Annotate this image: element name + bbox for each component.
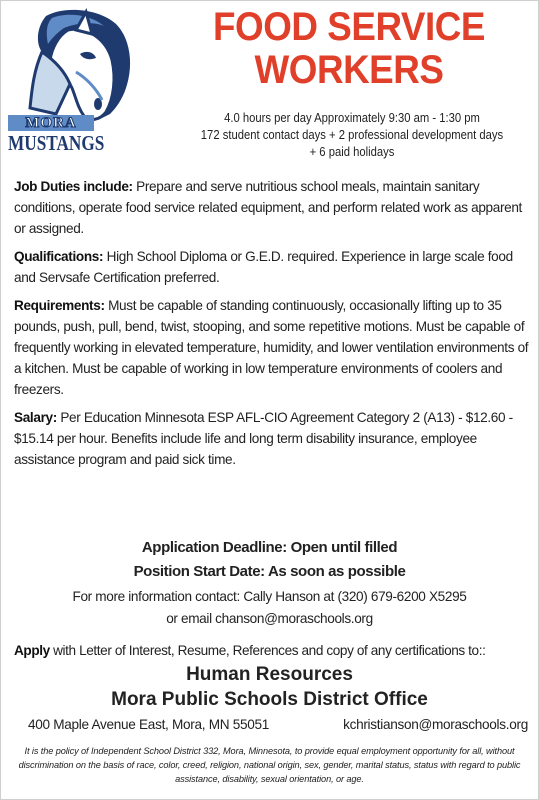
job-title (180, 6, 519, 92)
logo-text-mora: MORA (8, 115, 94, 131)
job-title-line2: WORKERS (254, 48, 444, 92)
contact-email[interactable]: or email chanson@moraschools.org (166, 611, 373, 626)
salary-text: Per Education Minnesota ESP AFL-CIO Agreement Category 2 (A13) - $12.60 - $15.14 per hour. Benefits include life and long term disability insurance, employee assistance program and paid sick time. (14, 410, 513, 467)
office-email[interactable]: kchristianson@moraschools.org (343, 717, 528, 732)
office-block (0, 662, 539, 712)
contact-block (0, 586, 539, 630)
equal-opportunity-policy: It is the policy of Independent School District 332, Mora, Minnesota, to provide equal employment opportunity for all, without discrimination on the basis of race, color, creed, religion, national origin, sex, gender, marital status, status with regard to public assistance, disability, sexual orientation, or age. (18, 746, 521, 784)
salary-paragraph (14, 407, 530, 470)
salary-label: Salary: (14, 410, 57, 425)
logo-text-mustangs: MUSTANGS (8, 131, 105, 155)
contact-phone: For more information contact: Cally Hanson at (320) 679-6200 X5295 (72, 589, 467, 604)
schedule-days: 172 student contact days + 2 professional development days (200, 128, 504, 142)
requirements-text: Must be capable of standing continuously, occasionally lifting up to 35 pounds, push, pull, bend, twist, stooping, and some repetitive motions. Must be capable of frequently working in elevated temperature, humidity, and lower ventilation environments of a kitchen. Must be capable of working in low temperature environments of coolers and freezers. (14, 298, 529, 397)
job-description (14, 176, 530, 477)
office-name: Mora Public Schools District Office (111, 689, 428, 710)
job-title-line1: FOOD SERVICE (213, 5, 485, 49)
qualifications-label: Qualifications: (14, 249, 104, 264)
position-start-date: Position Start Date: As soon as possible (133, 563, 406, 580)
apply-label: Apply (14, 643, 50, 658)
schedule-block (186, 110, 517, 161)
qualifications-text: High School Diploma or G.E.D. required. Experience in large scale food and Servsafe Certification preferred. (14, 249, 513, 285)
requirements-paragraph (14, 295, 530, 400)
job-duties-label: Job Duties include: (14, 179, 133, 194)
schedule-hours: 4.0 hours per day Approximately 9:30 am - 1:30 pm (224, 111, 480, 125)
job-duties-text: Prepare and serve nutritious school meals, maintain sanitary conditions, operate food service related equipment, and perform related work as apparent or assigned. (14, 179, 522, 236)
apply-instructions (14, 641, 530, 661)
office-department: Human Resources (186, 664, 353, 685)
job-duties-paragraph (14, 176, 530, 239)
deadline-block (0, 536, 539, 584)
schedule-holidays: + 6 paid holidays (309, 145, 395, 159)
qualifications-paragraph (14, 246, 530, 288)
apply-text: with Letter of Interest, Resume, References and copy of any certifications to:: (49, 643, 486, 658)
requirements-label: Requirements: (14, 298, 105, 313)
office-address: 400 Maple Avenue East, Mora, MN 55051 (28, 717, 270, 732)
application-deadline: Application Deadline: Open until filled (141, 539, 398, 556)
